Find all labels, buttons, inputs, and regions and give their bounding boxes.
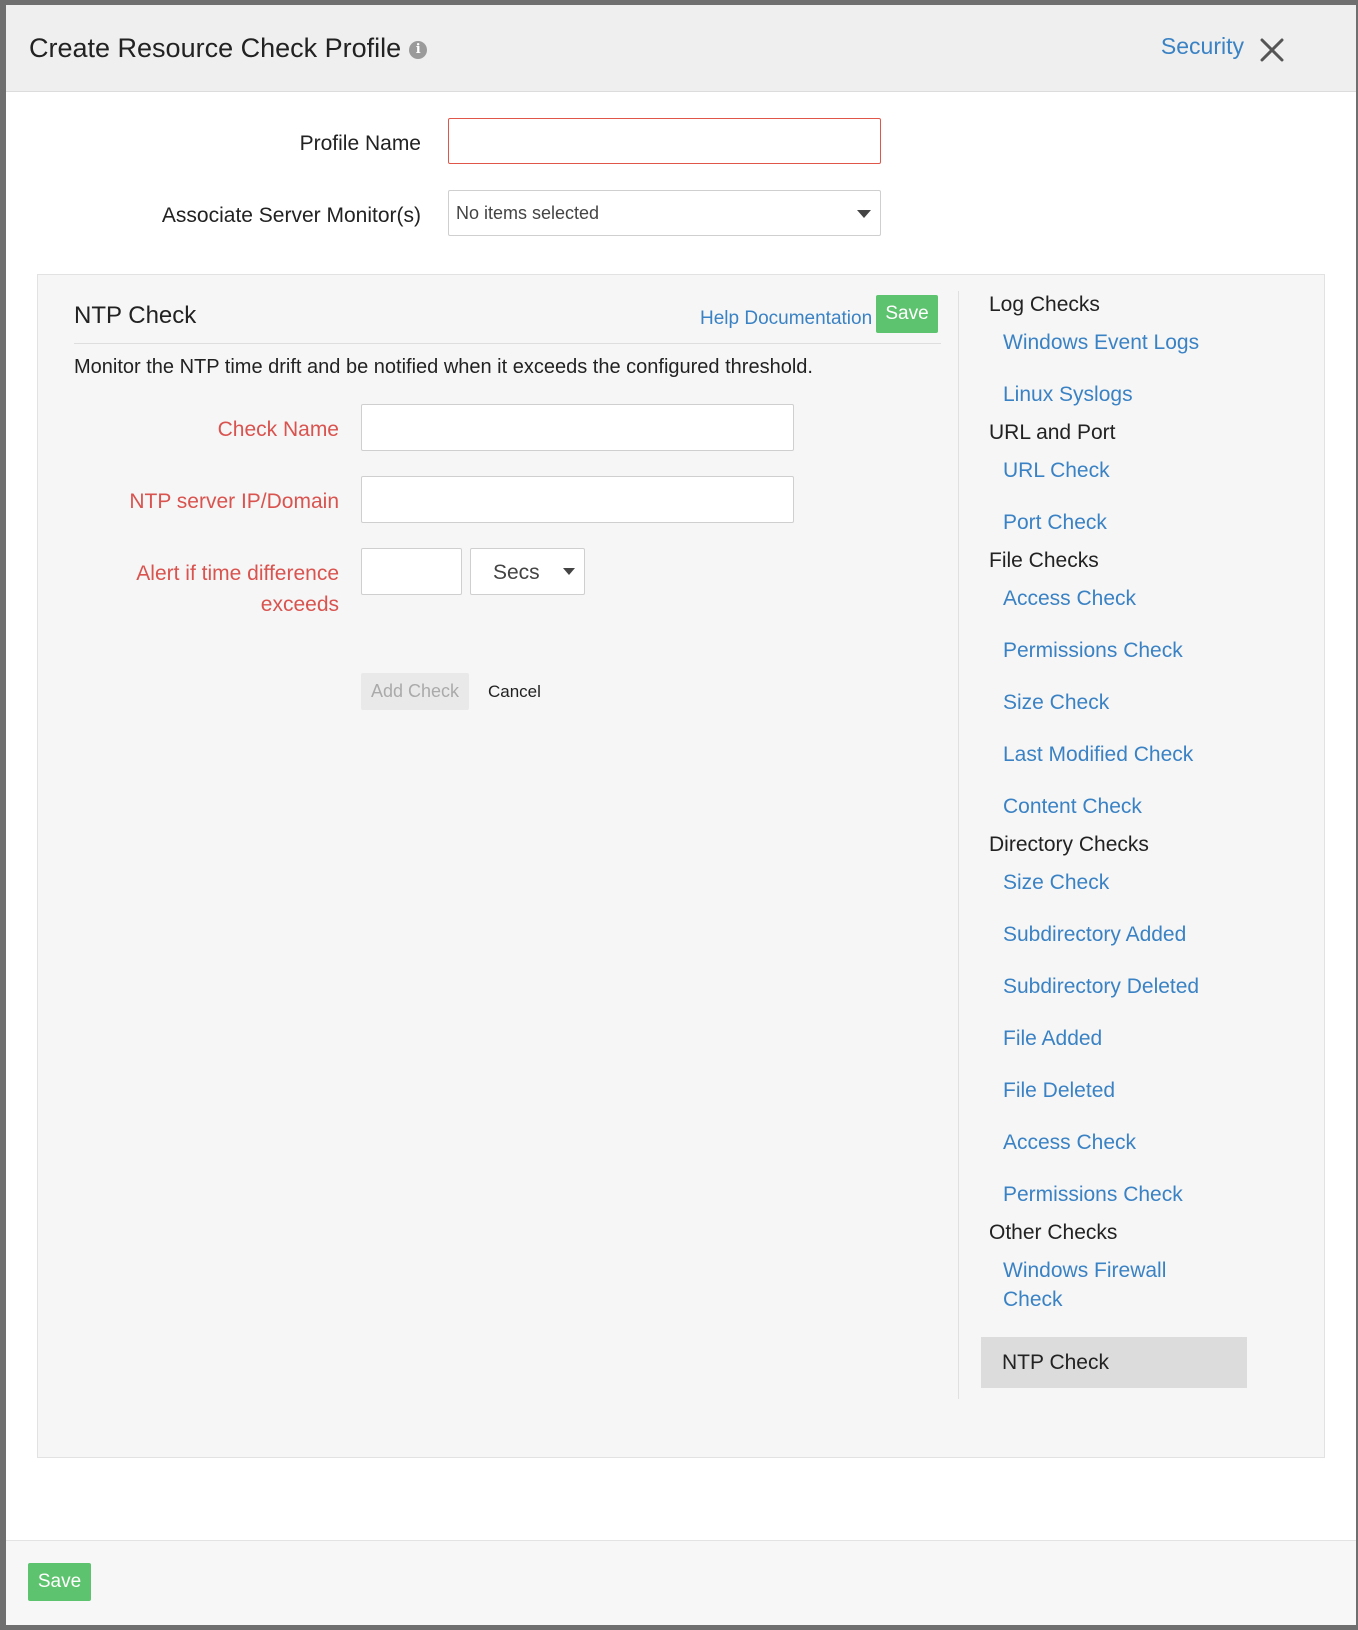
check-panel <box>37 274 1325 1458</box>
sidebar-category-other-checks: Other Checks <box>989 1221 1118 1244</box>
sidebar-item-subdirectory-added[interactable]: Subdirectory Added <box>1003 923 1187 946</box>
panel-description: Monitor the NTP time drift and be notified when it exceeds the configured threshold. <box>74 356 813 378</box>
profile-name-input[interactable] <box>448 118 881 164</box>
sidebar-item-file-added[interactable]: File Added <box>1003 1027 1103 1050</box>
panel-vertical-divider <box>958 291 959 1399</box>
sidebar-item-ntp-check[interactable]: NTP Check <box>981 1337 1247 1388</box>
create-profile-dialog <box>6 5 1356 1625</box>
ntp-server-input[interactable] <box>361 476 794 523</box>
chevron-down-icon <box>857 210 871 218</box>
associate-monitors-select[interactable] <box>448 190 881 236</box>
sidebar-item-subdirectory-deleted[interactable]: Subdirectory Deleted <box>1003 975 1200 998</box>
associate-monitors-label: Associate Server Monitor(s) <box>161 204 421 227</box>
sidebar-item-linux-syslogs[interactable]: Linux Syslogs <box>1003 383 1133 406</box>
dialog-title-wrap <box>29 33 427 64</box>
threshold-value-input[interactable] <box>361 548 462 595</box>
chevron-down-icon <box>563 568 575 575</box>
sidebar-category-directory-checks: Directory Checks <box>989 833 1149 856</box>
check-type-sidebar <box>989 285 1247 1388</box>
security-link[interactable]: Security <box>1160 33 1244 59</box>
help-documentation-link[interactable]: Help Documentation <box>700 308 873 329</box>
close-icon[interactable] <box>1260 33 1292 65</box>
sidebar-category-log-checks: Log Checks <box>989 293 1100 316</box>
panel-title: NTP Check <box>74 302 197 329</box>
sidebar-item-file-permissions-check[interactable]: Permissions Check <box>1003 639 1183 662</box>
sidebar-category-file-checks: File Checks <box>989 549 1099 572</box>
sidebar-item-directory-access-check[interactable]: Access Check <box>1003 1131 1137 1154</box>
sidebar-item-directory-size-check[interactable]: Size Check <box>1003 871 1110 894</box>
sidebar-item-windows-firewall-check[interactable]: Windows Firewall Check <box>1003 1259 1167 1311</box>
sidebar-item-windows-event-logs[interactable]: Windows Event Logs <box>1003 331 1200 354</box>
check-name-input[interactable] <box>361 404 794 451</box>
sidebar-item-file-access-check[interactable]: Access Check <box>1003 587 1137 610</box>
panel-save-button[interactable]: Save <box>876 295 938 333</box>
ntp-server-label: NTP server IP/Domain <box>129 490 339 513</box>
panel-divider <box>74 343 941 344</box>
sidebar-category-url-and-port: URL and Port <box>989 421 1116 444</box>
check-name-label: Check Name <box>217 418 339 441</box>
sidebar-item-directory-permissions-check[interactable]: Permissions Check <box>1003 1183 1183 1206</box>
associate-monitors-value: No items selected <box>456 203 600 223</box>
footer-save-button[interactable]: Save <box>28 1563 91 1601</box>
dialog-title: Create Resource Check Profile <box>29 33 402 63</box>
sidebar-item-file-size-check[interactable]: Size Check <box>1003 691 1110 714</box>
sidebar-item-port-check[interactable]: Port Check <box>1003 511 1107 534</box>
sidebar-item-last-modified-check[interactable]: Last Modified Check <box>1003 743 1194 766</box>
sidebar-item-file-deleted[interactable]: File Deleted <box>1003 1079 1116 1102</box>
alert-threshold-label <box>136 558 339 620</box>
alert-threshold-label-line1: Alert if time difference <box>136 562 339 585</box>
dialog-footer <box>6 1540 1356 1625</box>
add-check-button[interactable]: Add Check <box>361 673 469 710</box>
time-unit-value: Secs <box>493 561 540 584</box>
time-unit-select[interactable] <box>470 548 585 595</box>
sidebar-item-content-check[interactable]: Content Check <box>1003 795 1142 818</box>
alert-threshold-label-line2: exceeds <box>260 593 339 616</box>
dialog-header <box>6 5 1356 92</box>
profile-name-label: Profile Name <box>299 132 421 155</box>
cancel-link[interactable]: Cancel <box>488 682 541 701</box>
sidebar-item-url-check[interactable]: URL Check <box>1003 459 1110 482</box>
info-icon[interactable]: i <box>409 41 427 59</box>
